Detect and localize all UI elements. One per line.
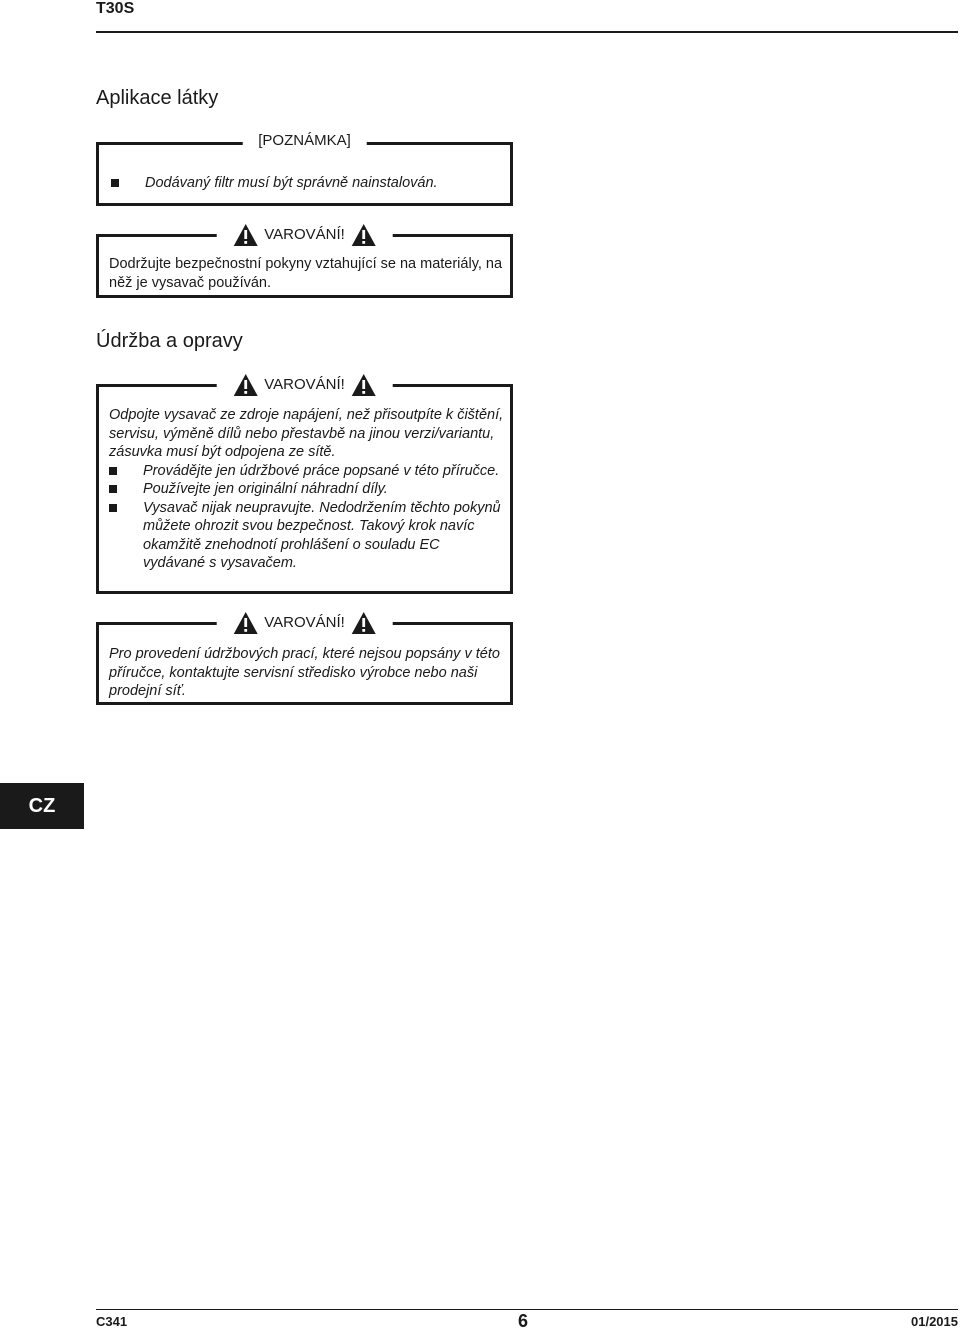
warning-content [109, 406, 504, 573]
footer-doc-code: C341 [96, 1314, 128, 1329]
model-name: T30S [96, 0, 135, 17]
square-bullet-icon [109, 504, 117, 512]
square-bullet-icon [111, 179, 119, 187]
warning-text: Odpojte vysavač ze zdroje napájení, než přisoutpíte k čištění, servisu, výměně dílů nebo přestavbě na jinou verzi/variantu, zásuvka musí být odpojena ze sítě. [109, 407, 504, 460]
warning-box-title [216, 223, 393, 247]
page-number: 6 [518, 1311, 529, 1331]
square-bullet-icon [109, 467, 117, 475]
warning-triangle-icon [232, 611, 258, 635]
warning-bullet-list [109, 462, 504, 573]
warning-triangle-icon [351, 611, 377, 635]
note-box-title: [POZNÁMKA] [242, 131, 367, 151]
list-item-text: Vysavač nijak neupravujte. Nedodržením těchto pokynů můžete ohrozit svou bezpečnost. Takový krok navíc okamžitě znehodnotí prohlášení o souladu EC vydávané s vysavačem. [143, 499, 501, 571]
footer-divider [96, 1309, 958, 1310]
warning-box-title [216, 611, 393, 635]
warning-box-title [216, 373, 393, 397]
warning-triangle-icon [232, 223, 258, 247]
warning-triangle-icon [351, 373, 377, 397]
warning-triangle-icon [232, 373, 258, 397]
footer-date: 01/2015 [911, 1314, 958, 1329]
warning-box-disconnect [96, 376, 513, 594]
note-item-text: Dodávaný filtr musí být správně nainstalován. [145, 175, 438, 191]
section-title-application: Aplikace látky [96, 87, 219, 109]
warning-box-materials [96, 226, 513, 298]
list-item [109, 462, 504, 481]
warning-title-text: VAROVÁNÍ! [264, 226, 345, 243]
warning-title-text: VAROVÁNÍ! [264, 614, 345, 631]
warning-box-service [96, 614, 513, 705]
note-item [111, 174, 438, 193]
list-item [109, 499, 504, 573]
warning-title-text: VAROVÁNÍ! [264, 376, 345, 393]
warning-triangle-icon [351, 223, 377, 247]
section-title-maintenance: Údržba a opravy [96, 330, 243, 352]
list-item [109, 480, 504, 499]
warning-text: Pro provedení údržbových prací, které nejsou popsány v této příručce, kontaktujte servisní středisko výrobce nebo naši prodejní síť. [109, 646, 500, 699]
header-divider [96, 31, 958, 33]
language-tab: CZ [0, 783, 84, 829]
warning-text: Dodržujte bezpečnostní pokyny vztahující se na materiály, na něž je vysavač používán. [109, 256, 503, 291]
list-item-text: Používejte jen originální náhradní díly. [143, 481, 388, 497]
list-item-text: Provádějte jen údržbové práce popsané v této příručce. [143, 462, 500, 479]
square-bullet-icon [109, 485, 117, 493]
note-box [96, 132, 513, 206]
